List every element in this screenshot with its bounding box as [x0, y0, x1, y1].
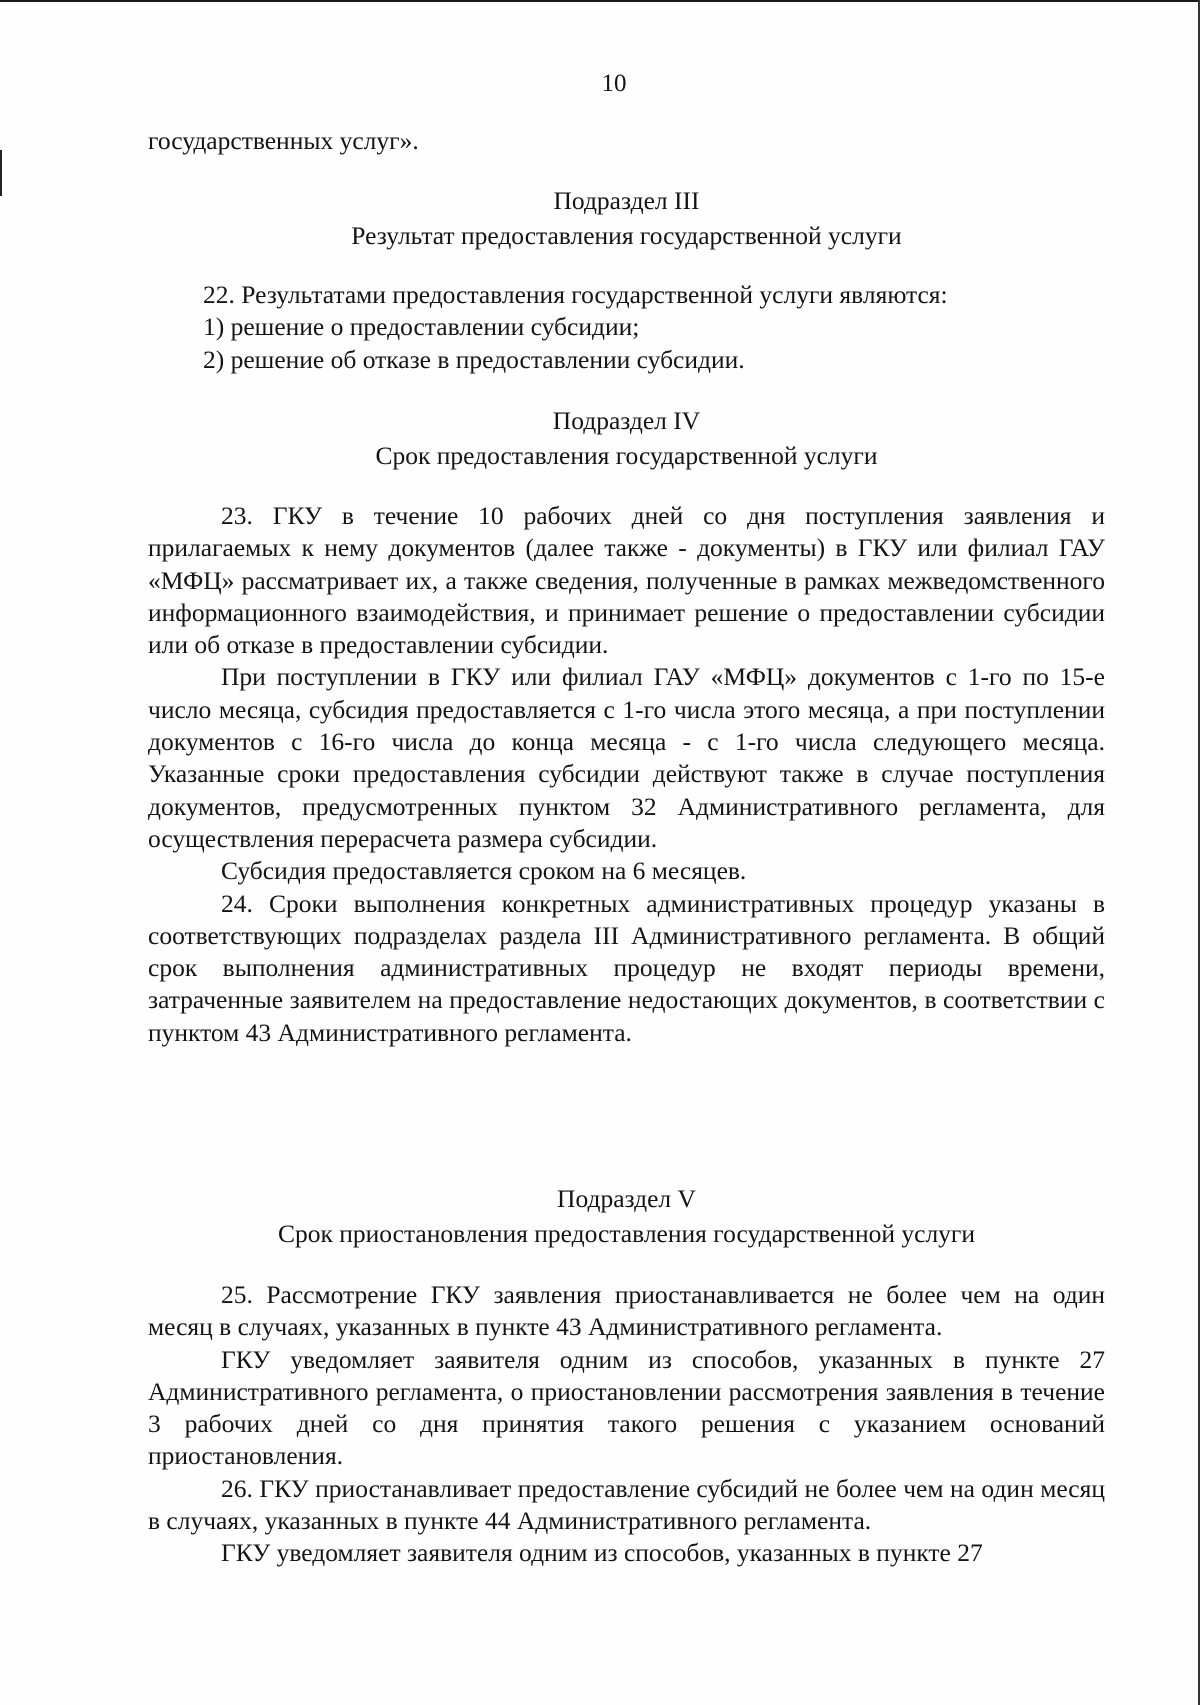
paragraph-23-duration: Субсидия предоставляется сроком на 6 месяцев. — [221, 856, 747, 886]
section-title: Срок приостановления предоставления государственной услуги — [277, 1219, 976, 1248]
section-3-body — [148, 279, 1105, 376]
section-label: Подраздел V — [557, 1184, 696, 1213]
paragraph-26-notice: ГКУ уведомляет заявителя одним из способов, указанных в пункте 27 — [221, 1538, 983, 1568]
section-title: Срок предоставления государственной услуги — [375, 441, 878, 470]
scan-mark-left — [0, 150, 2, 196]
section-heading-3 — [148, 183, 1105, 253]
result-item-1: 1) решение о предоставлении субсидии; — [203, 312, 640, 342]
paragraph-25-notice: ГКУ уведомляет заявителя одним из способов, указанных в пункте 27 Административного регламента, о приостановлении рассмотрения заявления в течение 3 рабочих дней со дня принятия такого решения с указанием оснований приостановления. — [148, 1344, 1105, 1471]
section-5-body — [148, 1279, 1105, 1570]
section-heading-5 — [148, 1181, 1105, 1251]
scan-border-top — [0, 0, 1200, 2]
continuation-line: государственных услуг». — [148, 126, 419, 155]
section-4-body — [148, 500, 1105, 1049]
continuation-text — [148, 125, 1105, 157]
section-title: Результат предоставления государственной услуги — [351, 221, 902, 250]
paragraph-23: 23. ГКУ в течение 10 рабочих дней со дня поступления заявления и прилагаемых к нему документов (далее также - документы) в ГКУ или филиал ГАУ «МФЦ» рассматривает их, а также сведения, полученные в рамках межведомственного информационного взаимодействия, и принимает решение о предоставлении субсидии или об отказе в предоставлении субсидии. — [148, 501, 1105, 660]
page-number: 10 — [601, 70, 627, 97]
section-label: Подраздел IV — [552, 406, 701, 435]
paragraph-23-dates: При поступлении в ГКУ или филиал ГАУ «МФЦ» документов с 1-го по 15-е число месяца, субсидия предоставляется с 1-го числа этого месяца, а при поступлении документов с 16-го числа до конца месяца - с 1-го числа следующего месяца. Указанные сроки предоставления субсидии действуют также в случае поступления документов, предусмотренных пунктом 32 Административного регламента, для осуществления перерасчета размера субсидии. — [148, 662, 1105, 853]
paragraph-26: 26. ГКУ приостанавливает предоставление субсидий не более чем на один месяц в случаях, указанных в пункте 44 Административного регламента. — [148, 1473, 1105, 1536]
section-heading-4 — [148, 403, 1105, 473]
paragraph-25: 25. Рассмотрение ГКУ заявления приостанавливается не более чем на один месяц в случаях, указанных в пункте 43 Административного регламента. — [148, 1280, 1105, 1342]
result-item-2: 2) решение об отказе в предоставлении субсидии. — [203, 344, 745, 374]
section-label: Подраздел III — [553, 186, 700, 215]
result-intro: 22. Результатами предоставления государственной услуги являются: — [203, 280, 948, 309]
paragraph-24: 24. Сроки выполнения конкретных административных процедур указаны в соответствующих подразделах раздела III Административного регламента. В общий срок выполнения административных процедур не входят периоды времени, затраченные заявителем на предоставление недостающих документов, в соответствии с пунктом 43 Административного регламента. — [148, 888, 1105, 1047]
